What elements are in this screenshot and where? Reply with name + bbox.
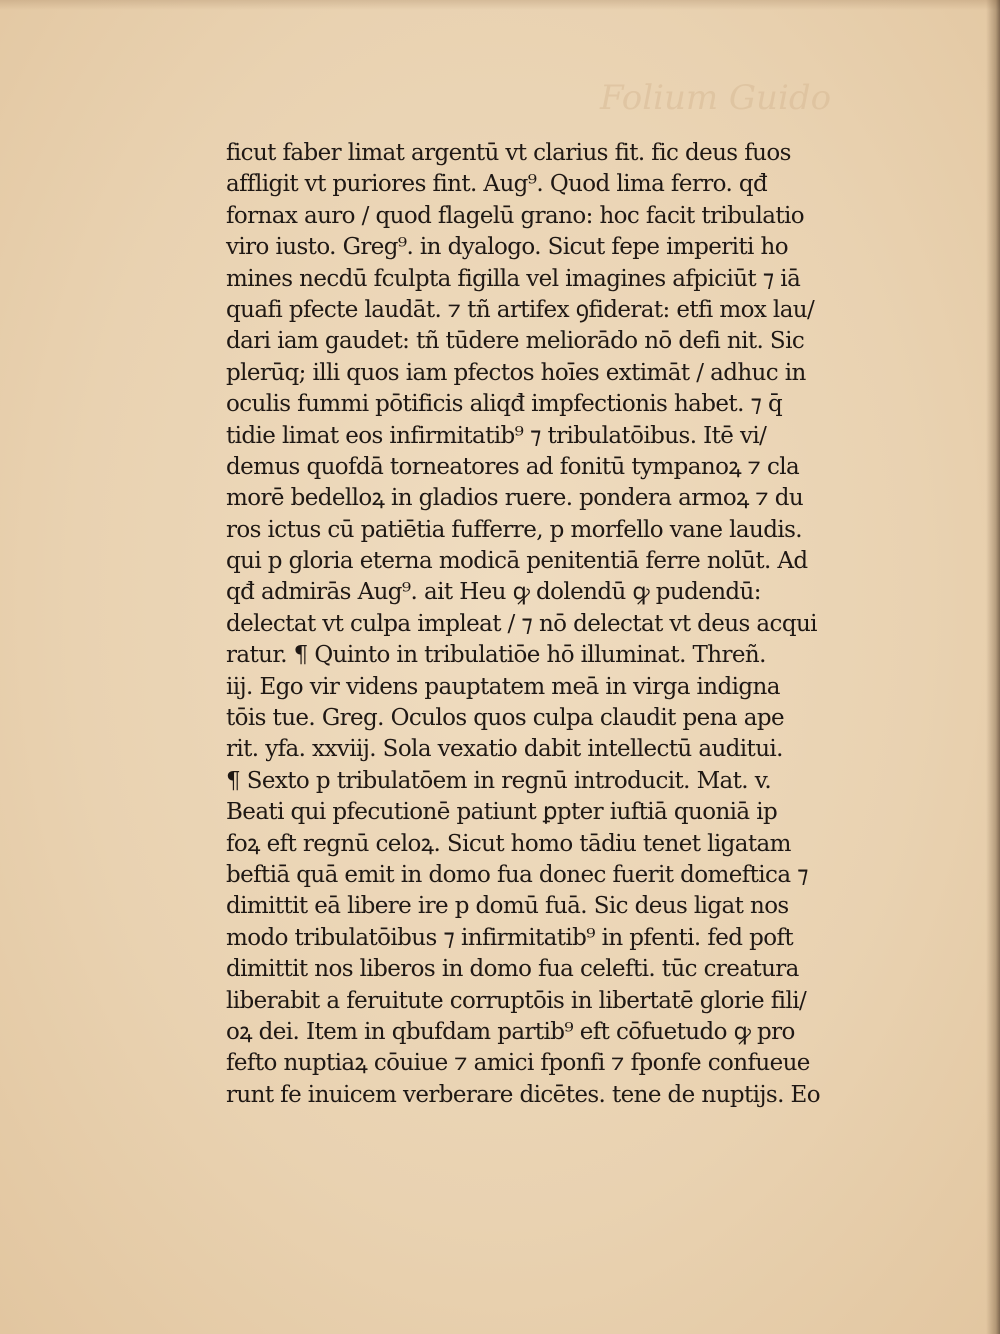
text-line: dimittit eā libere ire p domū fuā. Sic deus ligat nos bbox=[226, 893, 789, 920]
text-line: fornax auro / quod flagelū grano: hoc facit tribulatio bbox=[226, 202, 804, 229]
text-line: fefto nuptiaꝝ cōuiue ⁊ amici fponfi ⁊ fponfe confueue bbox=[226, 1050, 810, 1077]
text-line: quafi pfecte laudāt. ⁊ tñ artifex ꝯfiderat: etfi mox lau/ bbox=[226, 296, 815, 323]
text-line: dimittit nos liberos in domo fua celefti. tūc creatura bbox=[226, 956, 799, 983]
text-line: affligit vt puriores fint. Aug⁹. Quod lima ferro. qđ bbox=[226, 171, 768, 198]
text-line: ¶ Sexto p tribulatōem in regnū introducit. Mat. v. bbox=[226, 767, 772, 794]
text-line: qđ admirās Aug⁹. ait Heu ꝙ dolendū ꝙ pudendū: bbox=[226, 579, 761, 606]
text-line: ficut faber limat argentū vt clarius fit. fic deus fuos bbox=[226, 140, 791, 166]
text-line: Beati qui pfecutionē patiunt ꝑpter iuftiā quoniā ip bbox=[226, 799, 778, 826]
text-line: modo tribulatōibus ⁊ infirmitatib⁹ in pfenti. fed poft bbox=[226, 924, 794, 951]
text-line: rit. yfa. xxviij. Sola vexatio dabit intellectū auditui. bbox=[226, 736, 783, 763]
text-line: tōis tue. Greg. Oculos quos culpa claudit pena ape bbox=[226, 705, 784, 732]
text-line: demus quofdā torneatores ad fonitū tympanoꝝ ⁊ cla bbox=[226, 453, 800, 480]
text-line: viro iusto. Greg⁹. in dyalogo. Sicut fepe imperiti ho bbox=[226, 234, 788, 261]
text-line: qui p gloria eterna modicā penitentiā ferre nolūt. Ad bbox=[226, 548, 808, 575]
text-line: beftiā quā emit in domo fua donec fuerit domeftica ⁊ bbox=[226, 861, 808, 888]
text-line: delectat vt culpa impleat / ⁊ nō delectat vt deus acqui bbox=[226, 610, 817, 637]
text-line: morē bedelloꝝ in gladios ruere. pondera armoꝝ ⁊ du bbox=[226, 485, 804, 512]
text-line: runt fe inuicem verberare dicētes. tene de nuptijs. Eo bbox=[226, 1081, 820, 1108]
page-gutter-shadow bbox=[986, 0, 1000, 1334]
text-line: plerūq; illi quos iam pfectos hoīes extimāt / adhuc in bbox=[226, 359, 806, 386]
text-line: dari iam gaudet: tñ tūdere meliorādo nō defi nit. Sic bbox=[226, 328, 805, 355]
text-line: oꝝ dei. Item in qbufdam partib⁹ eft cōfuetudo ꝙ pro bbox=[226, 1018, 795, 1045]
text-line: ros ictus cū patiētia fufferre, p morfello vane laudis. bbox=[226, 516, 803, 543]
text-line: mines necdū fculpta figilla vel imagines afpiciūt ⁊ iā bbox=[226, 265, 801, 292]
bleed-through-header: Folium Guido bbox=[600, 78, 832, 118]
text-line: foꝝ eft regnū celoꝝ. Sicut homo tādiu tenet ligatam bbox=[226, 830, 791, 857]
text-line: tidie limat eos infirmitatib⁹ ⁊ tribulatōibus. Itē vi/ bbox=[226, 422, 767, 449]
page-top-shadow bbox=[0, 0, 1000, 10]
text-line: oculis fummi pōtificis aliqđ impfectionis habet. ⁊ q̄ bbox=[226, 391, 783, 418]
text-column bbox=[226, 138, 886, 1111]
text-line: iij. Ego vir videns pauptatem meā in virga indigna bbox=[226, 673, 780, 700]
text-line: liberabit a feruitute corruptōis in libertatē glorie fili/ bbox=[226, 987, 807, 1014]
text-line: ratur. ¶ Quinto in tribulatiōe hō illuminat. Threñ. bbox=[226, 642, 766, 669]
